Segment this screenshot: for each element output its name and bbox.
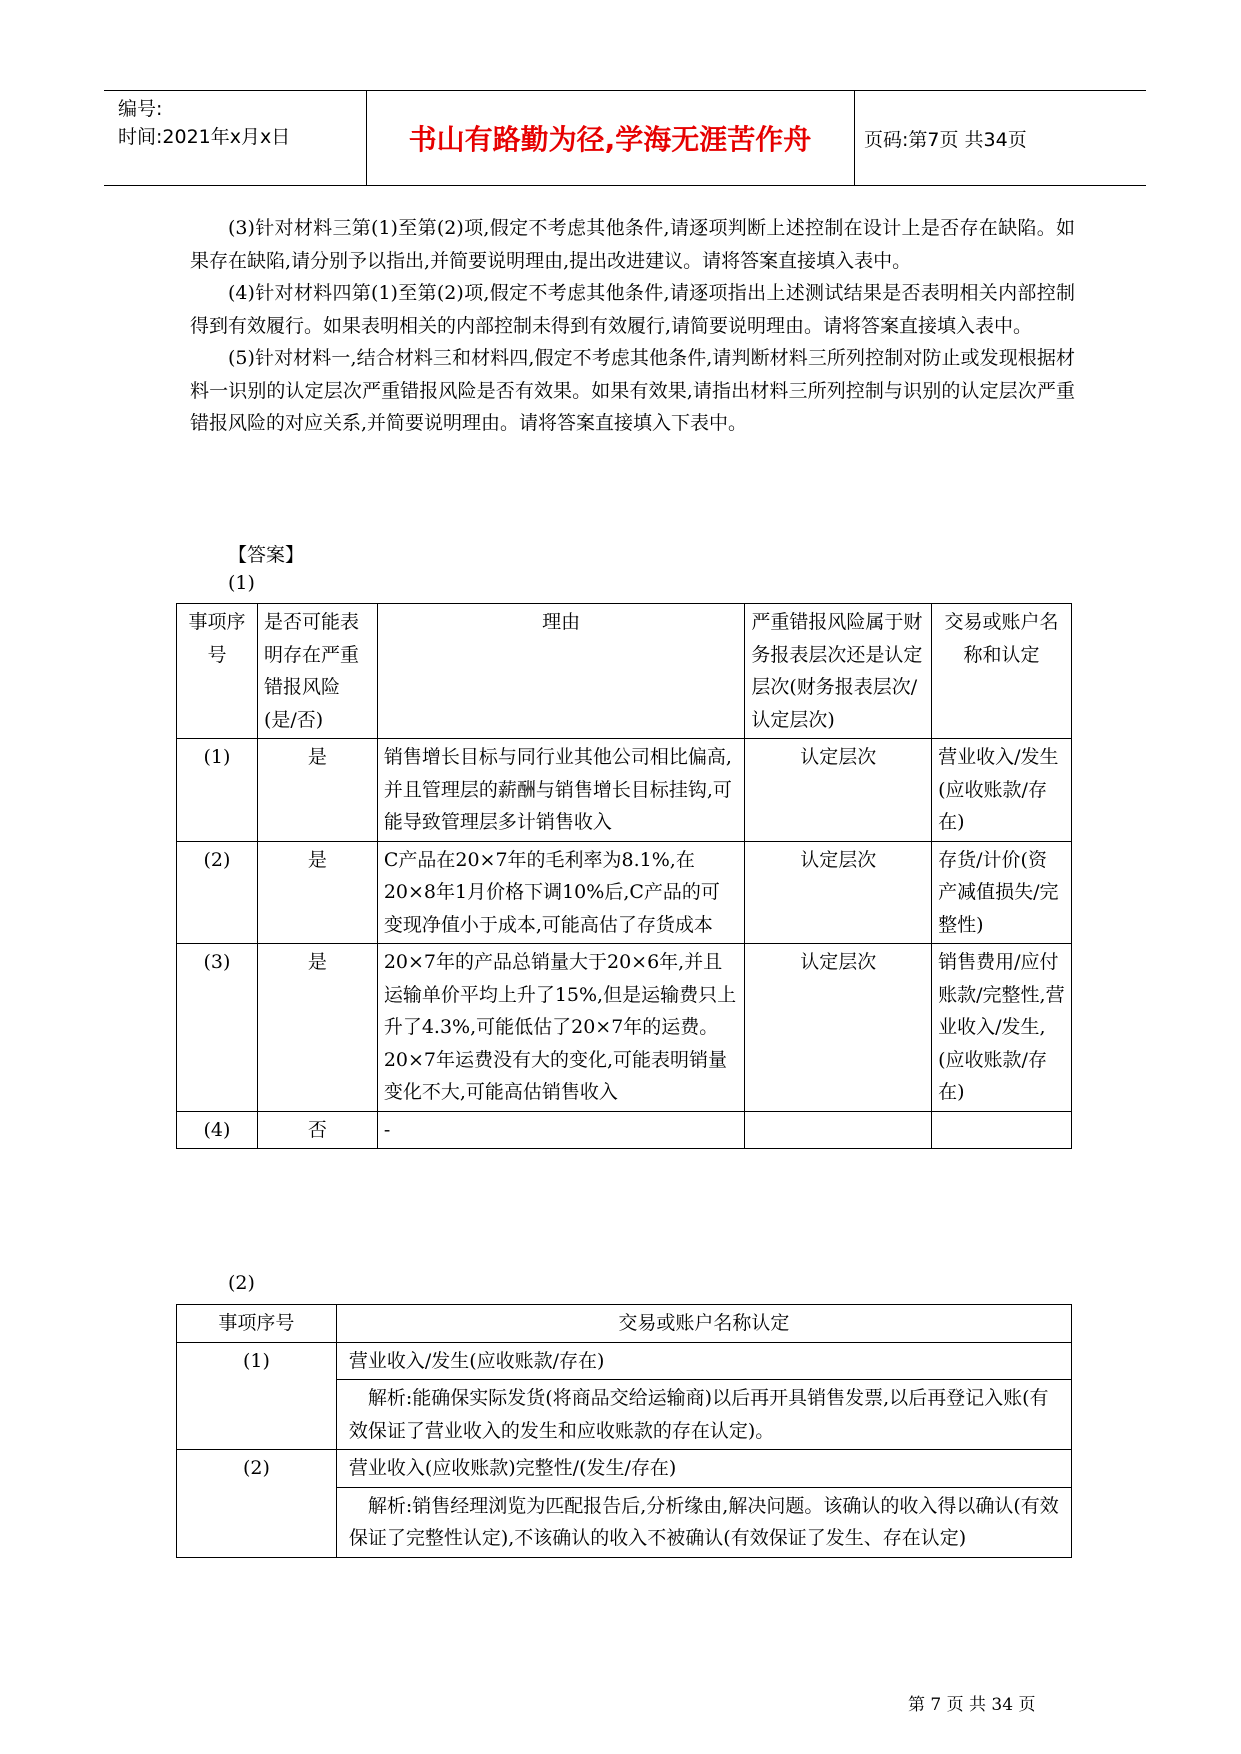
- part-2-label: (2): [228, 1272, 255, 1294]
- column-header: 交易或账户名称和认定: [932, 604, 1072, 739]
- page-footer: 第 7 页 共 34 页: [908, 1695, 1036, 1715]
- table-row: [177, 841, 1072, 944]
- column-header: 是否可能表明存在严重错报风险(是/否): [257, 604, 377, 739]
- header-motto: 书山有路勤为径,学海无涯苦作舟: [408, 123, 812, 156]
- question-paragraph: (3)针对材料三第(1)至第(2)项,假定不考虑其他条件,请逐项判断上述控制在设计上是否存在缺陷。如果存在缺陷,请分别予以指出,并简要说明理由,提出改进建议。请将答案直接填入表中。: [190, 217, 1075, 272]
- column-header: 事项序号: [177, 604, 258, 739]
- account-assertion: 营业收入/发生(应收账款/存在): [932, 739, 1072, 842]
- document-number-label: 编号:: [118, 98, 163, 120]
- item-number: (2): [177, 841, 258, 944]
- risk-flag: 是: [257, 841, 377, 944]
- control-assertion-table: [176, 1304, 1072, 1558]
- reason: C产品在20×7年的毛利率为8.1%,在20×8年1月价格下调10%后,C产品的可变现净值小于成本,可能高估了存货成本: [377, 841, 745, 944]
- answer-heading: 【答案】: [228, 544, 305, 566]
- column-header: 理由: [377, 604, 745, 739]
- risk-assessment-table: [176, 603, 1072, 1149]
- column-header: 严重错报风险属于财务报表层次还是认定层次(财务报表层次/认定层次): [745, 604, 932, 739]
- reason: -: [377, 1111, 745, 1149]
- table-row: [177, 944, 1072, 1112]
- reason: 销售增长目标与同行业其他公司相比偏高,并且管理层的薪酬与销售增长目标挂钩,可能导致管理层多计销售收入: [377, 739, 745, 842]
- document-time: 时间:2021年x月x日: [118, 126, 291, 148]
- table-row: [177, 1111, 1072, 1149]
- risk-level: 认定层次: [745, 944, 932, 1112]
- question-paragraph: (5)针对材料一,结合材料三和材料四,假定不考虑其他条件,请判断材料三所列控制对防止或发现根据材料一识别的认定层次严重错报风险是否有效果。如果有效果,请指出材料三所列控制与识别的认定层次严重错报风险的对应关系,并简要说明理由。请将答案直接填入下表中。: [190, 347, 1075, 434]
- part-1-label: (1): [228, 572, 255, 594]
- question-text: [190, 212, 1075, 440]
- column-header: 事项序号: [177, 1305, 337, 1343]
- account-assertion: 销售费用/应付账款/完整性,营业收入/发生,(应收账款/存在): [932, 944, 1072, 1112]
- table-header-row: [177, 604, 1072, 739]
- table-row: [177, 1450, 1072, 1488]
- table-header-row: [177, 1305, 1072, 1343]
- assertion: 营业收入/发生(应收账款/存在): [336, 1342, 1071, 1380]
- header-meta: [118, 95, 290, 151]
- header-page-number: 页码:第7页 共34页: [864, 128, 1027, 151]
- item-number: (1): [177, 739, 258, 842]
- item-number: (3): [177, 944, 258, 1112]
- table-row: [177, 1342, 1072, 1380]
- risk-flag: 否: [257, 1111, 377, 1149]
- reason-text: 20×7年的产品总销量大于20×6年,并且运输单价平均上升了15%,但是运输费只上升了4.3%,可能低估了20×7年的运费。: [383, 951, 737, 1038]
- risk-level: 认定层次: [745, 841, 932, 944]
- analysis: 解析:销售经理浏览为匹配报告后,分析缘由,解决问题。该确认的收入得以确认(有效保证了完整性认定),不该确认的收入不被确认(有效保证了发生、存在认定): [336, 1487, 1071, 1557]
- item-number: (2): [177, 1450, 337, 1558]
- column-header: 交易或账户名称认定: [336, 1305, 1071, 1343]
- assertion: 营业收入(应收账款)完整性/(发生/存在): [336, 1450, 1071, 1488]
- table-row: [177, 739, 1072, 842]
- item-number: (4): [177, 1111, 258, 1149]
- question-paragraph: (4)针对材料四第(1)至第(2)项,假定不考虑其他条件,请逐项指出上述测试结果是否表明相关内部控制得到有效履行。如果表明相关的内部控制未得到有效履行,请简要说明理由。请将答案直接填入表中。: [190, 282, 1075, 337]
- risk-flag: 是: [257, 739, 377, 842]
- account-assertion: [932, 1111, 1072, 1149]
- risk-level: [745, 1111, 932, 1149]
- risk-level: 认定层次: [745, 739, 932, 842]
- reason: [377, 944, 745, 1112]
- risk-flag: 是: [257, 944, 377, 1112]
- header-divider: [854, 91, 855, 185]
- account-assertion: 存货/计价(资产减值损失/完整性): [932, 841, 1072, 944]
- item-number: (1): [177, 1342, 337, 1450]
- reason-text: 20×7年运费没有大的变化,可能表明销量变化不大,可能高估销售收入: [383, 1048, 728, 1103]
- page-header: [104, 90, 1146, 186]
- analysis: 解析:能确保实际发货(将商品交给运输商)以后再开具销售发票,以后再登记入账(有效保证了营业收入的发生和应收账款的存在认定)。: [336, 1380, 1071, 1450]
